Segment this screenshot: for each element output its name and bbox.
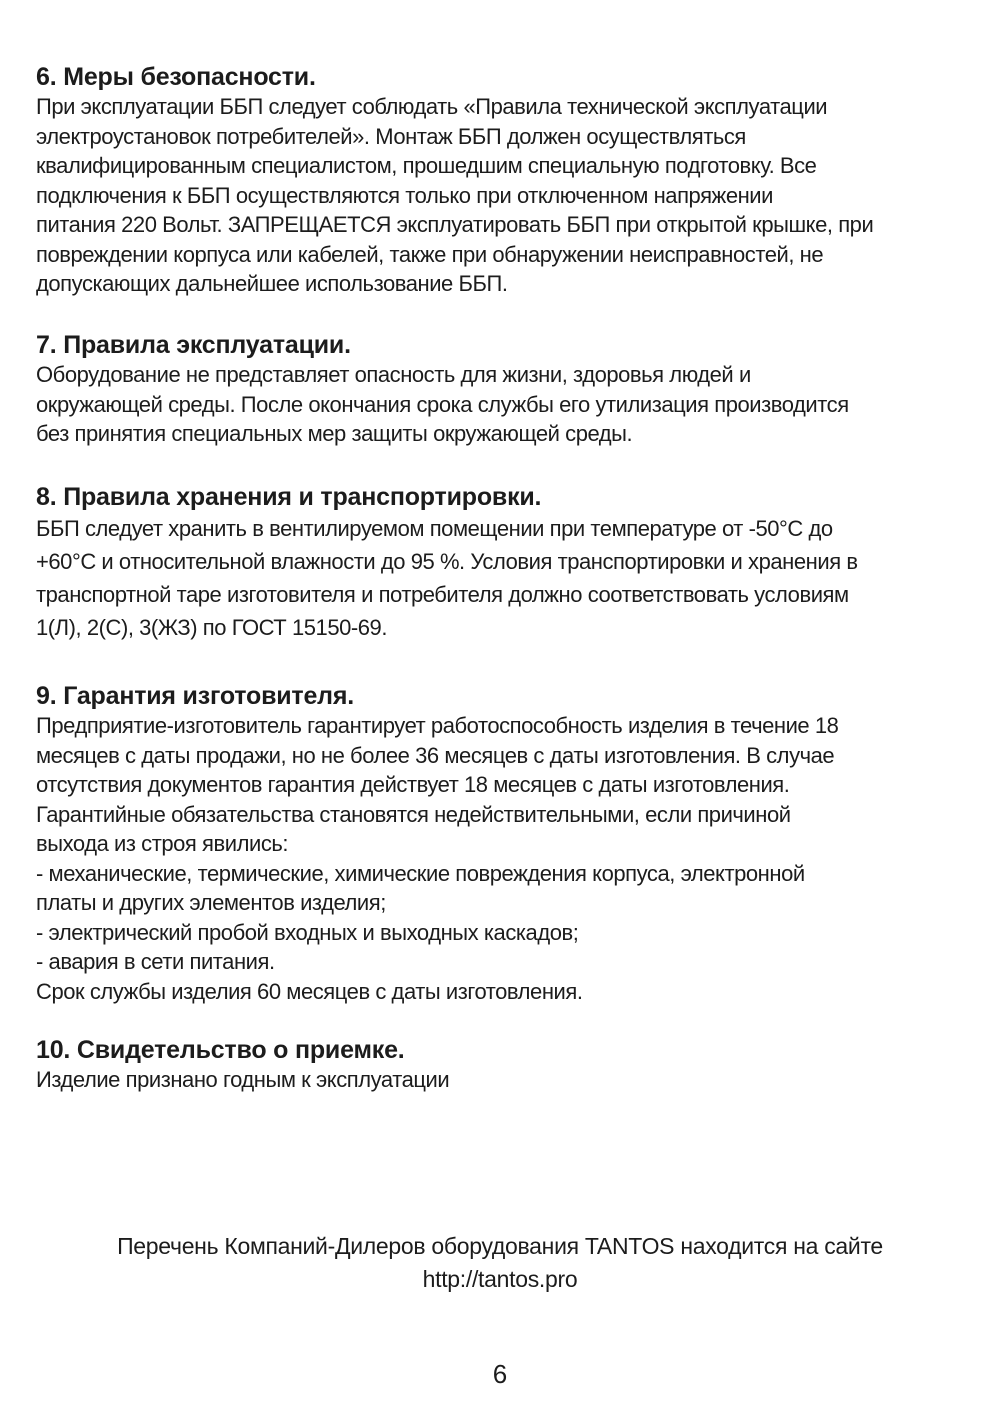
text-line: - механические, термические, химические повреждения корпуса, электронной xyxy=(36,860,805,886)
text-line: 1(Л), 2(С), 3(ЖЗ) по ГОСТ 15150-69. xyxy=(36,615,387,640)
text-line: ББП следует хранить в вентилируемом помещении при температуре от -50°С до xyxy=(36,516,833,541)
section-warranty xyxy=(36,681,838,1006)
section-safety xyxy=(36,62,873,299)
text-line: Изделие признано годным к эксплуатации xyxy=(36,1067,450,1092)
text-line: квалифицированным специалистом, прошедшим специальную подготовку. Все xyxy=(36,153,817,178)
section-body xyxy=(36,360,849,449)
text-line: подключения к ББП осуществляются только при отключенном напряжении xyxy=(36,182,773,208)
section-title: 9. Гарантия изготовителя. xyxy=(36,682,354,710)
section-title: 8. Правила хранения и транспортировки. xyxy=(36,483,542,511)
text-line: - авария в сети питания. xyxy=(36,949,275,974)
text-line: выхода из строя явились: xyxy=(36,831,289,856)
text-line: +60°С и относительной влажности до 95 %. Условия транспортировки и хранения в xyxy=(36,549,858,574)
section-acceptance xyxy=(36,1035,449,1095)
text-line: допускающих дальнейшее использование ББП. xyxy=(36,271,508,296)
text-line: транспортной таре изготовителя и потребителя должно соответствовать условиям xyxy=(36,582,849,607)
text-line: Срок службы изделия 60 месяцев с даты изготовления. xyxy=(36,978,583,1004)
text-line: Гарантийные обязательства становятся недействительными, если причиной xyxy=(36,801,791,827)
section-body xyxy=(36,512,858,644)
text-line: окружающей среды. После окончания срока службы его утилизация производится xyxy=(36,391,849,417)
text-line: платы и других элементов изделия; xyxy=(36,890,386,915)
section-body xyxy=(36,711,838,1006)
dealers-note-text: Перечень Компаний-Дилеров оборудования TANTOS находится на сайте xyxy=(117,1233,883,1259)
text-line: без принятия специальных мер защиты окружающей среды. xyxy=(36,421,633,446)
page-number: 6 xyxy=(492,1359,508,1389)
dealers-note xyxy=(0,1230,1000,1296)
text-line: электроустановок потребителей». Монтаж ББП должен осуществляться xyxy=(36,123,746,149)
text-line: питания 220 Вольт. ЗАПРЕЩАЕТСЯ эксплуатировать ББП при открытой крышке, при xyxy=(36,212,874,237)
section-body xyxy=(36,1065,449,1095)
text-line: Оборудование не представляет опасность для жизни, здоровья людей и xyxy=(36,362,751,387)
text-line: месяцев с даты продажи, но не более 36 месяцев с даты изготовления. В случае xyxy=(36,742,835,768)
text-line: Предприятие-изготовитель гарантирует работоспособность изделия в течение 18 xyxy=(36,713,839,738)
section-body xyxy=(36,92,873,299)
text-line: отсутствия документов гарантия действует 18 месяцев с даты изготовления. xyxy=(36,772,790,797)
section-title: 10. Свидетельство о приемке. xyxy=(36,1036,405,1064)
section-storage xyxy=(36,482,858,644)
section-title: 7. Правила эксплуатации. xyxy=(36,331,351,359)
text-line: - электрический пробой входных и выходных каскадов; xyxy=(36,919,579,945)
section-operation xyxy=(36,330,849,449)
website-url: http://tantos.pro xyxy=(422,1266,578,1292)
section-title: 6. Меры безопасности. xyxy=(36,63,316,91)
text-line: При эксплуатации ББП следует соблюдать «Правила технической эксплуатации xyxy=(36,94,828,119)
text-line: повреждении корпуса или кабелей, также при обнаружении неисправностей, не xyxy=(36,241,824,267)
